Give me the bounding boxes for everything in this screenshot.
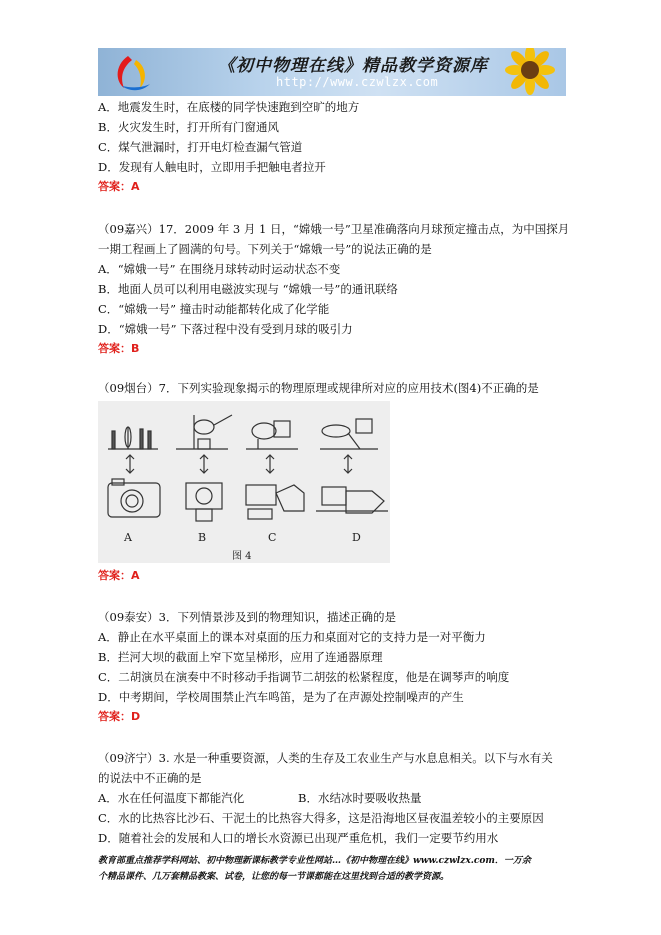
figure-4-illustration (98, 401, 390, 563)
q2-stem: （09烟台）7．下列实验现象揭示的物理原理或规律所对应的应用技术(图4)不正确的是 (98, 381, 539, 395)
q3-stem: （09泰安）3．下列情景涉及到的物理知识，描述正确的是 (98, 610, 396, 624)
q0-option-a: A．地震发生时，在底楼的同学快速跑到空旷的地方 (98, 100, 360, 114)
q1-answer: 答案：B (98, 342, 140, 355)
q1-option-b: B．地面人员可以利用电磁波实现与 “嫦娥一号”的通讯联络 (98, 282, 398, 296)
candle-lens-experiment-icon (108, 427, 158, 449)
footer-line-1: 教育部重点推荐学科网站、初中物理新课标教学专业性网站…《初中物理在线》www.czwlzx.com．一万余 (98, 856, 531, 866)
q3-option-c: C．二胡演员在演奏中不时移动手指调节二胡弦的松紧程度，他是在调琴声的响度 (98, 670, 510, 684)
q4-stem-line-1: （09济宁）3. 水是一种重要资源，人类的生存及工农业生产与水息息相关。以下与水有关 (98, 751, 553, 765)
banner-title: 《初中物理在线》精品教学资源库 (218, 56, 488, 76)
q3-option-b: B．拦河大坝的截面上窄下宽呈梯形，应用了连通器原理 (98, 650, 383, 664)
q4-option-a: A．水在任何温度下都能汽化 (98, 791, 245, 805)
banner-url[interactable]: http://www.czwlzx.com (276, 75, 439, 89)
figure-label-b: B (198, 531, 207, 544)
q0-option-b: B．火灾发生时，打开所有门窗通风 (98, 120, 279, 134)
q1-option-a: A．“嫦娥一号” 在围绕月球转动时运动状态不变 (98, 262, 341, 276)
sunflower-icon (484, 48, 564, 96)
q3-option-a: A．静止在水平桌面上的课本对桌面的压力和桌面对它的支持力是一对平衡力 (98, 630, 486, 644)
q1-option-d: D．“嫦娥一号” 下落过程中没有受到月球的吸引力 (98, 322, 353, 336)
q0-answer: 答案：A (98, 180, 140, 193)
q4-option-b: B．水结冰时要吸收热量 (298, 791, 422, 805)
q2-answer: 答案：A (98, 569, 140, 582)
flask-burner-experiment-icon (176, 415, 232, 449)
figure-label-c: C (268, 531, 277, 544)
footer-line-2: 个精品课件、几万套精品教案、试卷，让您的每一节课都能在这里找到合适的教学资源。 (98, 872, 450, 882)
q4-option-d: D．随着社会的发展和人口的增长水资源已出现严重危机，我们一定要节约用水 (98, 831, 499, 845)
q1-option-c: C．“嫦娥一号” 撞击时动能都转化成了化学能 (98, 302, 330, 316)
q0-option-c: C．煤气泄漏时，打开电灯检查漏气管道 (98, 140, 303, 154)
logo-icon (106, 52, 166, 92)
figure-4 (98, 401, 390, 563)
generator-icon (246, 485, 304, 519)
q1-stem-line-2: 一期工程画上了圆满的句号。下列关于“嫦娥一号”的说法正确的是 (98, 242, 432, 256)
magnet-experiment-icon (246, 421, 298, 449)
footer (98, 853, 568, 885)
motor-icon (316, 487, 388, 513)
figure-label-d: D (352, 531, 361, 544)
header-banner (98, 48, 566, 96)
electric-motor-experiment-icon (320, 419, 378, 449)
engine-icon (186, 483, 222, 521)
figure-caption: 图 4 (232, 551, 252, 562)
figure-label-a: A (124, 531, 132, 544)
q4-option-c: C．水的比热容比沙石、干泥土的比热容大得多，这是沿海地区昼夜温差较小的主要原因 (98, 811, 544, 825)
q4-stem-line-2: 的说法中不正确的是 (98, 771, 202, 785)
q0-option-d: D．发现有人触电时，立即用手把触电者拉开 (98, 160, 326, 174)
q1-stem-line-1: （09嘉兴）17．2009 年 3 月 1 日，“嫦娥一号”卫星准确落向月球预定撞击点，为中国探月 (98, 222, 570, 236)
q3-option-d: D．中考期间，学校周围禁止汽车鸣笛，是为了在声源处控制噪声的产生 (98, 690, 464, 704)
camera-icon (108, 479, 160, 517)
q3-answer: 答案：D (98, 710, 141, 723)
